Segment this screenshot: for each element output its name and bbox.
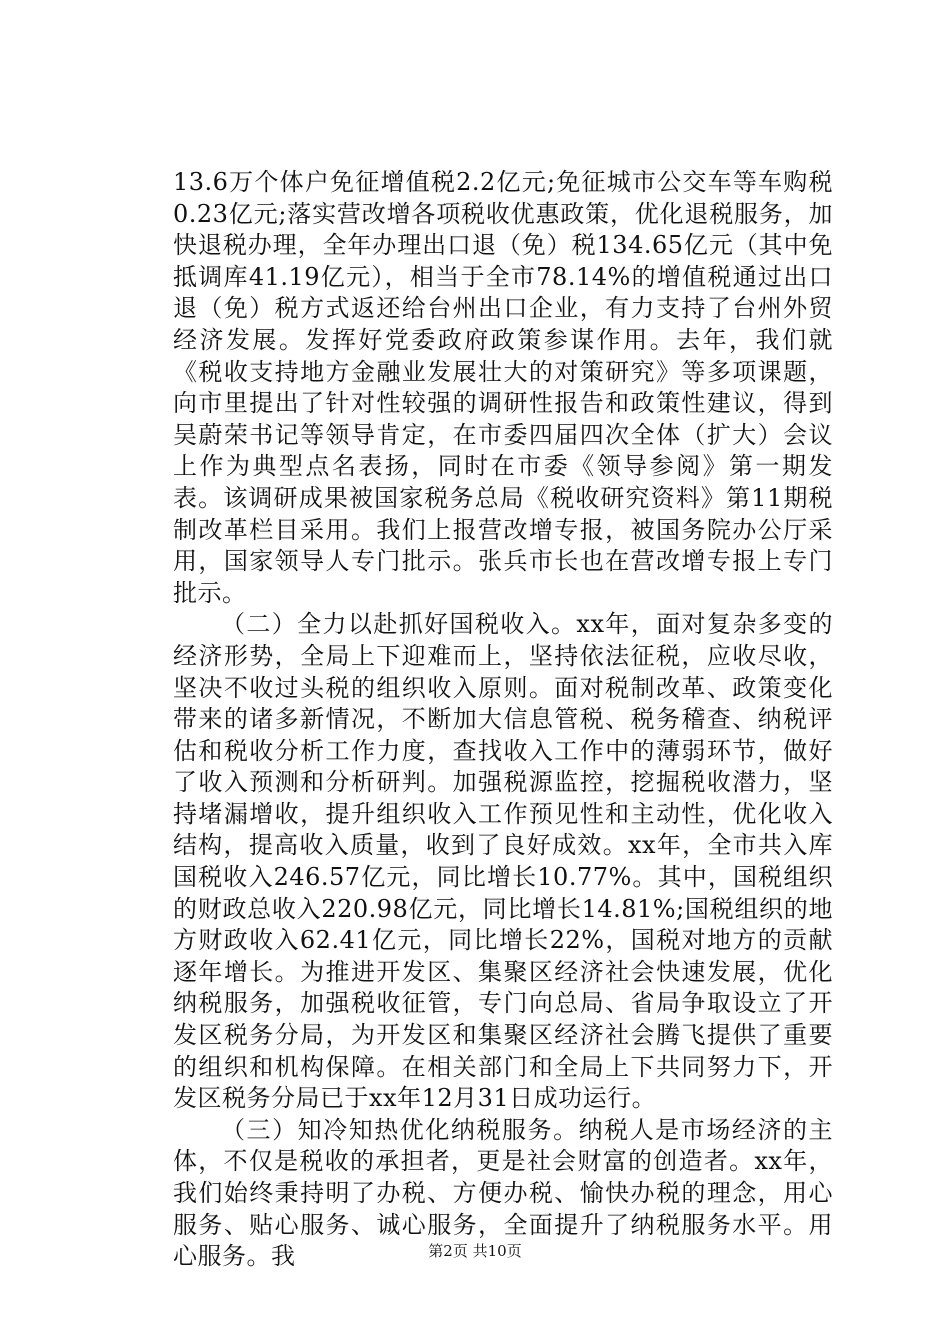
paragraph-section-3: （三）知冷知热优化纳税服务。纳税人是市场经济的主体，不仅是税收的承担者，更是社会财富的创造者。xx年，我们始终秉持明了办税、方便办税、愉快办税的理念，用心服务、贴心服务、诚心服务，全面提升了纳税服务水平。用心服务。我 [173,1115,833,1271]
paragraph-continuation: 13.6万个体户免征增值税2.2亿元;免征城市公交车等车购税0.23亿元;落实营改增各项税收优惠政策，优化退税服务，加快退税办理，全年办理出口退（免）税134.65亿元（其中免抵调库41.19亿元），相当于全市78.14%的增值税通过出口退（免）税方式返还给台州出口企业，有力支持了台州外贸经济发展。发挥好党委政府政策参谋作用。去年，我们就《税收支持地方金融业发展壮大的对策研究》等多项课题，向市里提出了针对性较强的调研性报告和政策性建议，得到吴蔚荣书记等领导肯定，在市委四届四次全体（扩大）会议上作为典型点名表扬，同时在市委《领导参阅》第一期发表。该调研成果被国家税务总局《税收研究资料》第11期税制改革栏目采用。我们上报营改增专报，被国务院办公厅采用，国家领导人专门批示。张兵市长也在营改增专报上专门批示。 [173,168,833,607]
paragraph-section-2: （二）全力以赴抓好国税收入。xx年，面对复杂多变的经济形势，全局上下迎难而上，坚持依法征税，应收尽收，坚决不收过头税的组织收入原则。面对税制改革、政策变化带来的诸多新情况，不断加大信息管税、税务稽查、纳税评估和税收分析工作力度，查找收入工作中的薄弱环节，做好了收入预测和分析研判。加强税源监控，挖掘税收潜力，坚持堵漏增收，提升组织收入工作预见性和主动性，优化收入结构，提高收入质量，收到了良好成效。xx年，全市共入库国税收入246.57亿元，同比增长10.77%。其中，国税组织的财政总收入220.98亿元，同比增长14.81%;国税组织的地方财政收入62.41亿元，同比增长22%，国税对地方的贡献逐年增长。为推进开发区、集聚区经济社会快速发展，优化纳税服务，加强税收征管，专门向总局、省局争取设立了开发区税务分局，为开发区和集聚区经济社会腾飞提供了重要的组织和机构保障。在相关部门和全局上下共同努力下，开发区税务分局已于xx年12月31日成功运行。 [173,610,833,1113]
document-body [173,167,833,1273]
page-footer: 第2页 共10页 [428,1242,522,1260]
